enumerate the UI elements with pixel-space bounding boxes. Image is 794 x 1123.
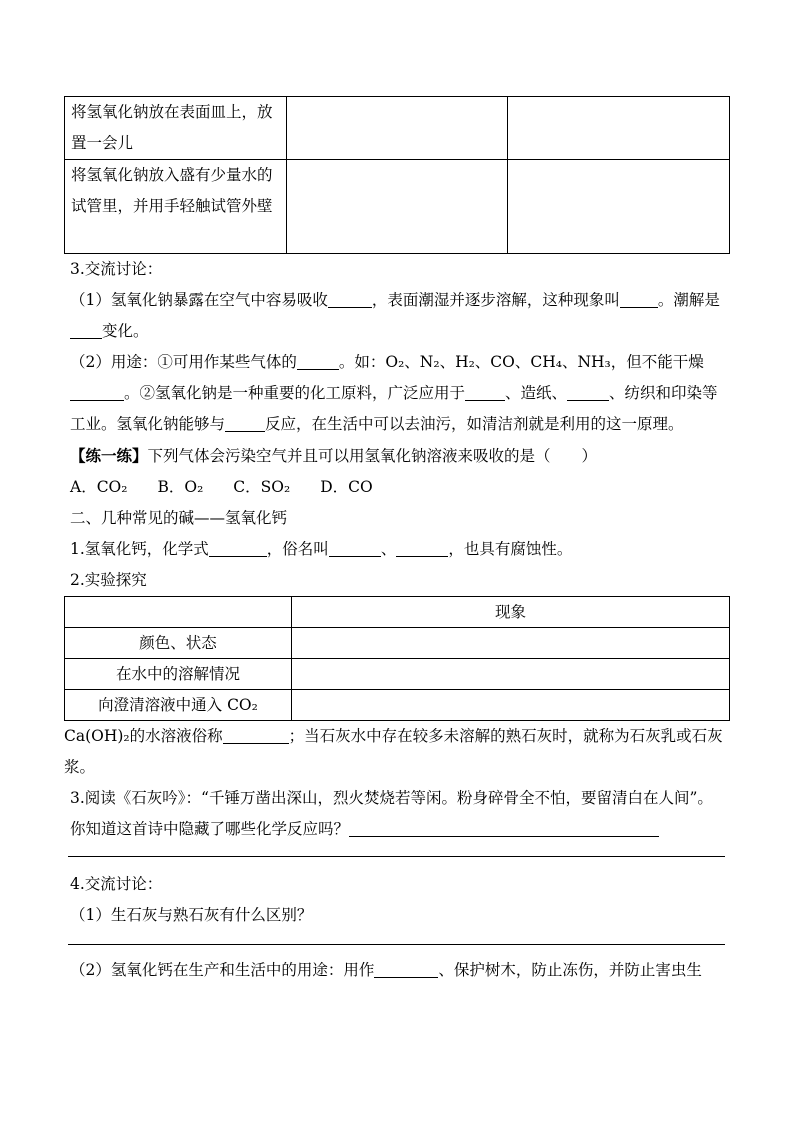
table-cell: 将氢氧化钠放入盛有少量水的试管里，并用手轻触试管外壁 <box>65 160 287 254</box>
practice-question: 【练一练】下列气体会污染空气并且可以用氢氧化钠溶液来吸收的是（ ） <box>70 446 598 465</box>
practice-label: 【练一练】 <box>70 446 148 465</box>
option-c[interactable]: C．SO₂ <box>233 478 291 496</box>
fill-blank[interactable] <box>465 382 505 401</box>
section-title: 4.交流讨论： <box>70 875 163 893</box>
fill-blank[interactable] <box>374 959 438 978</box>
fill-blank[interactable] <box>209 538 267 557</box>
practice-options <box>64 472 729 503</box>
fill-blank[interactable] <box>328 289 372 308</box>
table-cell-blank[interactable] <box>287 160 508 254</box>
discussion-paragraph-2: （2）用途：①可用作某些气体的 。如：O₂、N₂、H₂、CO、CH₄、NH₃，但不能干燥。②氢氧化钠是一种重要的化工原料，广泛应用于 、造纸、 、纺织和印染等工业。氢氧化钠能够与 反应，在生活中可以去油污，如清洁剂就是利用的这一原理。 <box>70 353 718 433</box>
discussion-question-1: （1）生石灰与熟石灰有什么区别？ <box>70 906 313 924</box>
table-cell: 颜色、状态 <box>65 628 292 659</box>
table-header-cell: 现象 <box>292 597 730 628</box>
table-cell-blank[interactable] <box>292 659 730 690</box>
part2-heading: 二、几种常见的碱——氢氧化钙 <box>70 509 288 527</box>
table-header-row <box>65 597 730 628</box>
worksheet-page <box>64 96 729 986</box>
table-header-cell <box>65 597 292 628</box>
naoh-experiment-table <box>64 96 730 254</box>
table-cell-blank[interactable] <box>508 160 730 254</box>
table-cell-blank[interactable] <box>292 690 730 721</box>
fill-blank[interactable] <box>620 289 658 308</box>
option-a[interactable]: A．CO₂ <box>70 478 128 496</box>
discussion-paragraph-1: （1）氢氧化钠暴露在空气中容易吸收 ，表面潮湿并逐步溶解，这种现象叫 。潮解是变化。 <box>70 291 720 340</box>
fill-blank[interactable] <box>70 382 124 401</box>
fill-blank[interactable] <box>329 538 381 557</box>
table-cell-blank[interactable] <box>292 628 730 659</box>
table-row <box>65 160 730 254</box>
caoh2-item-2: 2.实验探究 <box>70 571 147 589</box>
fill-blank[interactable] <box>396 538 448 557</box>
table-cell: 在水中的溶解情况 <box>65 659 292 690</box>
fill-blank[interactable] <box>567 382 609 401</box>
table-cell-blank[interactable] <box>287 97 508 160</box>
table-row <box>65 659 730 690</box>
option-d[interactable]: D．CO <box>320 478 373 496</box>
table-cell: 将氢氧化钠放在表面皿上，放置一会儿 <box>65 97 287 160</box>
fill-blank[interactable] <box>223 725 289 744</box>
caoh2-item-1: 1.氢氧化钙，化学式 ，俗名叫 、 ，也具有腐蚀性。 <box>70 540 573 558</box>
table-row <box>65 628 730 659</box>
table-row <box>65 97 730 160</box>
fill-blank[interactable] <box>225 413 265 432</box>
caoh2-solution-paragraph: Ca(OH)₂的水溶液俗称 ；当石灰水中存在较多未溶解的熟石灰时，就称为石灰乳或石灰浆。 <box>64 727 723 776</box>
fill-blank[interactable] <box>297 351 339 370</box>
fill-blank[interactable] <box>349 818 659 837</box>
caoh2-experiment-table <box>64 596 730 721</box>
table-cell: 向澄清溶液中通入 CO₂ <box>65 690 292 721</box>
section-title: 3.交流讨论： <box>70 260 163 278</box>
fill-blank[interactable] <box>70 320 102 339</box>
discussion-question-2: （2）氢氧化钙在生产和生活中的用途：用作 、保护树木，防止冻伤，并防止害虫生 <box>70 961 702 979</box>
poem-question: 3.阅读《石灰吟》：“千锤万凿出深山，烈火焚烧若等闲。粉身碎骨全不怕，要留清白在人间”。你知道这首诗中隐藏了哪些化学反应吗？ <box>70 789 713 838</box>
option-b[interactable]: B．O₂ <box>157 478 204 496</box>
table-row <box>65 690 730 721</box>
table-cell-blank[interactable] <box>508 97 730 160</box>
